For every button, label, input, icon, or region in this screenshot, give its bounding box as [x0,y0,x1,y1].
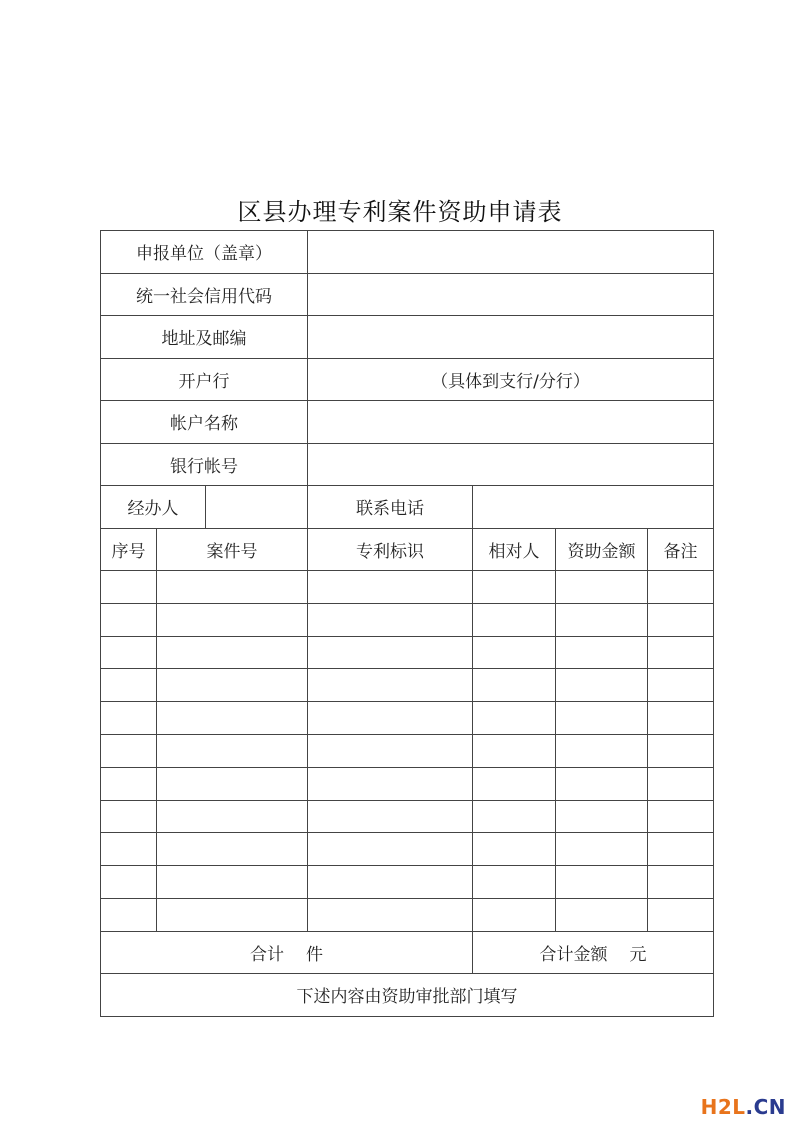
serial-cell[interactable] [101,833,157,866]
table-row [101,669,714,702]
phone-value[interactable] [473,486,714,529]
counterparty-cell[interactable] [473,669,556,702]
counterparty-cell[interactable] [473,636,556,669]
serial-cell[interactable] [101,767,157,800]
info-row-address [101,316,714,359]
amount-cell[interactable] [556,702,648,735]
case-number-cell[interactable] [157,669,308,702]
case-number-cell[interactable] [157,866,308,899]
total-count-unit: 件 [306,944,324,965]
counterparty-cell[interactable] [473,800,556,833]
info-value[interactable] [308,273,714,316]
serial-cell[interactable] [101,866,157,899]
remarks-cell[interactable] [648,898,714,931]
case-number-cell[interactable] [157,702,308,735]
patent-id-cell[interactable] [308,603,473,636]
remarks-cell[interactable] [648,603,714,636]
info-value[interactable] [308,401,714,444]
info-value[interactable] [308,443,714,486]
serial-cell[interactable] [101,702,157,735]
serial-cell[interactable] [101,800,157,833]
remarks-cell[interactable] [648,767,714,800]
header-counterparty: 相对人 [473,528,556,571]
amount-cell[interactable] [556,734,648,767]
info-label: 银行帐号 [101,443,308,486]
info-value[interactable]: （具体到支行/分行） [308,358,714,401]
table-row [101,767,714,800]
serial-cell[interactable] [101,571,157,604]
info-row-credit-code [101,273,714,316]
serial-cell[interactable] [101,636,157,669]
patent-id-cell[interactable] [308,702,473,735]
case-number-cell[interactable] [157,603,308,636]
remarks-cell[interactable] [648,702,714,735]
serial-cell[interactable] [101,898,157,931]
watermark-part2: .CN [745,1095,786,1119]
header-amount: 资助金额 [556,528,648,571]
handler-label: 经办人 [101,486,206,529]
form-title: 区县办理专利案件资助申请表 [237,198,563,226]
counterparty-cell[interactable] [473,767,556,800]
case-rows [101,571,714,932]
amount-cell[interactable] [556,800,648,833]
info-row-account-number [101,443,714,486]
totals-row [101,931,714,973]
application-form-table [100,230,714,1017]
patent-id-cell[interactable] [308,767,473,800]
table-header-row [101,528,714,571]
info-value[interactable] [308,231,714,274]
serial-cell[interactable] [101,603,157,636]
counterparty-cell[interactable] [473,866,556,899]
info-label: 帐户名称 [101,401,308,444]
amount-cell[interactable] [556,866,648,899]
counterparty-cell[interactable] [473,734,556,767]
header-serial: 序号 [101,528,157,571]
table-row [101,603,714,636]
table-row [101,833,714,866]
remarks-cell[interactable] [648,669,714,702]
info-row-account-name [101,401,714,444]
info-label: 统一社会信用代码 [101,273,308,316]
header-case-number: 案件号 [157,528,308,571]
remarks-cell[interactable] [648,866,714,899]
patent-id-cell[interactable] [308,636,473,669]
table-row [101,800,714,833]
table-row [101,866,714,899]
total-count-label: 合计 [250,944,285,965]
table-row [101,898,714,931]
info-row-applicant [101,231,714,274]
info-label: 开户行 [101,358,308,401]
case-number-cell[interactable] [157,636,308,669]
site-watermark [701,1095,786,1119]
table-row [101,636,714,669]
amount-cell[interactable] [556,603,648,636]
remarks-cell[interactable] [648,571,714,604]
case-number-cell[interactable] [157,571,308,604]
total-count-cell [101,931,473,973]
counterparty-cell[interactable] [473,702,556,735]
counterparty-cell[interactable] [473,571,556,604]
patent-id-cell[interactable] [308,866,473,899]
header-patent-id: 专利标识 [308,528,473,571]
serial-cell[interactable] [101,734,157,767]
remarks-cell[interactable] [648,636,714,669]
case-number-cell[interactable] [157,767,308,800]
counterparty-cell[interactable] [473,833,556,866]
phone-label: 联系电话 [308,486,473,529]
case-number-cell[interactable] [157,800,308,833]
info-label: 申报单位（盖章） [101,231,308,274]
total-amount-unit: 元 [629,944,647,965]
amount-cell[interactable] [556,636,648,669]
total-amount-cell [473,931,714,973]
amount-cell[interactable] [556,571,648,604]
remarks-cell[interactable] [648,734,714,767]
table-row [101,734,714,767]
info-label: 地址及邮编 [101,316,308,359]
header-remarks: 备注 [648,528,714,571]
patent-id-cell[interactable] [308,898,473,931]
table-row [101,702,714,735]
case-number-cell[interactable] [157,898,308,931]
footer-note: 下述内容由资助审批部门填写 [101,973,714,1016]
patent-id-cell[interactable] [308,734,473,767]
case-number-cell[interactable] [157,833,308,866]
info-row-bank [101,358,714,401]
contact-row [101,486,714,529]
watermark-part1: H2L [700,1095,746,1119]
counterparty-cell[interactable] [473,603,556,636]
patent-id-cell[interactable] [308,669,473,702]
patent-id-cell[interactable] [308,571,473,604]
patent-id-cell[interactable] [308,800,473,833]
table-row [101,571,714,604]
counterparty-cell[interactable] [473,898,556,931]
footer-note-row [101,973,714,1016]
remarks-cell[interactable] [648,833,714,866]
handler-value[interactable] [206,486,308,529]
amount-cell[interactable] [556,767,648,800]
case-number-cell[interactable] [157,734,308,767]
total-amount-label: 合计金额 [539,944,608,965]
serial-cell[interactable] [101,669,157,702]
amount-cell[interactable] [556,833,648,866]
info-value[interactable] [308,316,714,359]
patent-id-cell[interactable] [308,833,473,866]
amount-cell[interactable] [556,669,648,702]
amount-cell[interactable] [556,898,648,931]
remarks-cell[interactable] [648,800,714,833]
